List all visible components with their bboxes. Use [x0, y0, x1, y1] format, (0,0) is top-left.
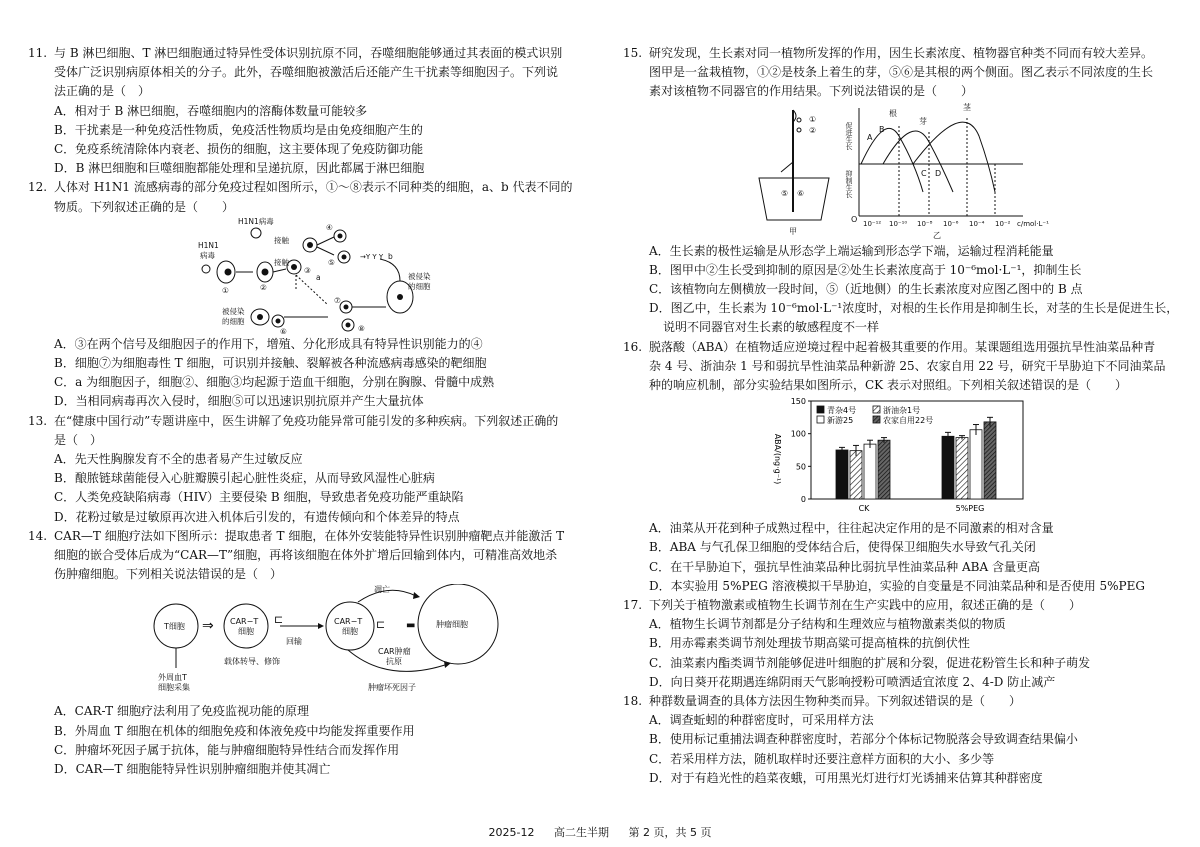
legend-label: 农家自用22号: [883, 416, 934, 426]
label-b: b: [388, 251, 393, 261]
legend-swatch: [873, 416, 880, 423]
peripheral-label-2: 细胞采集: [158, 683, 190, 693]
right-column: [623, 44, 1179, 788]
point-b: B: [879, 124, 885, 134]
contact-label-2: 接触: [274, 257, 289, 267]
y-tick-label: 50: [795, 462, 806, 472]
question-12: [28, 178, 590, 411]
tnf-label: 肿瘤坏死因子: [368, 683, 416, 693]
root-side-5: ⑤: [781, 188, 789, 198]
bar: [836, 450, 848, 499]
question-stem-line: 法正确的是（ ）: [54, 84, 151, 99]
bud-curve: [883, 131, 953, 192]
question-number: 12.: [28, 180, 48, 195]
point-c: C: [921, 168, 927, 178]
option-b: B．图甲中②生长受到抑制的原因是②处生长素浓度高于 10⁻⁶mol·L⁻¹，抑制生长: [649, 262, 1082, 277]
footer-date: 2025-12: [488, 826, 535, 839]
footer-page: 第 2 页，共 5 页: [628, 826, 712, 839]
question-number: 16.: [623, 339, 643, 354]
x-unit: c/mol·L⁻¹: [1017, 219, 1049, 228]
option-c: C．a 为细胞因子，细胞②、细胞③均起源于造血干细胞，分别在胸腺、骨髓中成熟: [54, 375, 495, 390]
car-t-label-1: CAR−T: [230, 617, 259, 627]
bud-number-2: ②: [809, 125, 817, 135]
root-side-6: ⑥: [797, 188, 805, 198]
option-a: A．CAR-T 细胞疗法利用了免疫监视功能的原理: [54, 704, 309, 719]
virus-icon: [202, 265, 210, 273]
cell-number-7: ⑦: [334, 295, 341, 305]
origin-label: O: [851, 214, 858, 224]
option-c: C．人类免疫缺陷病毒（HIV）主要侵染 B 细胞，导致患者免疫功能严重缺陷: [54, 490, 464, 505]
figure-yi-label: 乙: [933, 230, 941, 240]
question-14: [28, 527, 590, 779]
question-stem-line: 下列关于植物激素或植物生长调节剂在生产实践中的应用，叙述正确的是（ ）: [649, 598, 1082, 613]
bud-number-1: ①: [809, 114, 817, 124]
svg-text:→Y Y Y: →Y Y Y: [360, 252, 384, 261]
infected-label-left-2: 的细胞: [222, 316, 245, 326]
option-b: B．干扰素是一种免疫活性物质，免疫活性物质均是由免疫细胞产生的: [54, 122, 423, 137]
option-a: A．生长素的极性运输是从形态学上端运输到形态学下端，运输过程消耗能量: [649, 243, 1054, 258]
option-d: D．图乙中，生长素为 10⁻⁶mol·L⁻¹浓度时，对根的生长作用是抑制生长，对茎的生长是促进生长，: [649, 301, 1179, 316]
option-b: B．ABA 与气孔保卫细胞的受体结合后，使得保卫细胞失水导致气孔关闭: [649, 540, 1036, 555]
page-footer: [0, 824, 1200, 840]
question-stem-line: 图甲是一盆栽植物，①②是枝条上着生的芽，⑤⑥是其根的两个侧面。图乙表示不同浓度的生长: [649, 65, 1154, 80]
option-d: D．向日葵开花期遇连绵阴雨天气影响授粉可喷洒适宜浓度 2、4-D 防止减产: [649, 674, 1056, 689]
option-b: B．酿脓链球菌能侵入心脏瓣膜引起心脏性炎症，从而导致风湿性心脏病: [54, 471, 435, 486]
question-stem-line: 是（ ）: [54, 432, 103, 447]
option-a: A．③在两个信号及细胞因子的作用下，增殖、分化形成具有特异性识别能力的④: [54, 336, 483, 351]
legend-label: 浙油杂1号: [883, 406, 921, 416]
question-11: [28, 44, 590, 178]
bar: [942, 437, 954, 500]
car-t-sub-label-2: 细胞: [342, 627, 358, 637]
x-category-label: CK: [858, 504, 870, 514]
bar: [970, 430, 982, 499]
option-c: C．若采用样方法，随机取样时还要注意样方面积的大小、多少等: [649, 751, 995, 766]
option-c: C．该植物向左侧横放一段时间，⑤（近地侧）的生长素浓度对应图乙图中的 B 点: [649, 282, 1083, 297]
infected-label-right-2: 的细胞: [408, 281, 431, 291]
question-stem-line: 伤肿瘤细胞。下列相关说法错误的是（ ）: [54, 567, 283, 582]
stem-label: 茎: [963, 102, 971, 112]
option-c: C．免疫系统清除体内衰老、损伤的细胞，这主要体现了免疫防御功能: [54, 142, 424, 157]
car-antigen-label-2: 抗原: [386, 657, 402, 667]
x-category-label: 5%PEG: [955, 504, 985, 514]
legend-label: 新游25: [827, 416, 854, 426]
question-stem-line: 受体广泛识别病原体相关的分子。此外，吞噬细胞被激活后还能产生干扰素等细胞因子。下列说: [54, 65, 559, 80]
y-tick-label: 100: [790, 429, 806, 439]
immune-process-diagram: [28, 217, 590, 335]
cell-number-4: ④: [326, 222, 333, 232]
cell-number-1: ①: [222, 285, 229, 295]
question-15: [623, 44, 1179, 338]
legend-swatch: [873, 406, 880, 413]
option-c: C．肿瘤坏死因子属于抗体，能与肿瘤细胞特异性结合而发挥作用: [54, 742, 400, 757]
legend-swatch: [817, 416, 824, 423]
question-stem-line: CAR—T 细胞疗法如下图所示：提取患者 T 细胞，在体外安装能特异性识别肿瘤靶点并能激活 T: [54, 528, 565, 543]
svg-text:⊏: ⊏: [274, 613, 284, 627]
vector-label: 载体转导、修饰: [224, 657, 280, 667]
option-d: D．本实验用 5%PEG 溶液模拟干旱胁迫，实验的自变量是不同油菜品种和是否使用 5%PEG: [649, 578, 1145, 593]
reinfuse-label: 回输: [286, 637, 302, 647]
question-17: [623, 596, 1173, 692]
question-number: 14.: [28, 528, 48, 543]
car-t-cell-2: [326, 602, 374, 650]
car-t-label-2: CAR−T: [334, 617, 363, 627]
immune-process-figure: [28, 217, 590, 335]
cell-number-3: ③: [304, 265, 311, 275]
option-b: B．外周血 T 细胞在机体的细胞免疫和体液免疫中均能发挥重要作用: [54, 723, 415, 738]
point-d: D: [935, 168, 942, 178]
contact-label-1: 接触: [274, 235, 289, 245]
point-a: A: [867, 132, 873, 142]
question-stem-line: 在“健康中国行动”专题讲座中，医生讲解了免疫功能异常可能引发的多种疾病。下列叙述正确的: [54, 413, 559, 428]
option-d: D．B 淋巴细胞和巨噬细胞都能处理和呈递抗原，因此都属于淋巴细胞: [54, 161, 425, 176]
svg-text:⊏: ⊏: [376, 618, 386, 632]
car-t-figure: [28, 584, 590, 702]
t-cell-label: T细胞: [164, 622, 185, 632]
cell-number-8: ⑧: [358, 323, 365, 333]
question-number: 13.: [28, 413, 48, 428]
auxin-figure: [623, 102, 1173, 242]
left-column: [28, 44, 590, 779]
option-a: A．油菜从开花到种子成熟过程中，往往起决定作用的是不同激素的相对含量: [649, 521, 1054, 536]
question-stem-line: 与 B 淋巴细胞、T 淋巴细胞通过特异性受体识别抗原不同，吞噬细胞能够通过其表面的模式识别: [54, 46, 563, 60]
tumor-label: 肿瘤细胞: [436, 620, 468, 630]
question-stem-line: 人体对 H1N1 流感病毒的部分免疫过程如图所示，①～⑧表示不同种类的细胞，a、b 代表不同的: [54, 180, 573, 195]
bar: [878, 440, 890, 499]
infected-label-right-1: 被侵染: [408, 271, 431, 281]
bud-label: 芽: [919, 116, 927, 126]
legend-label: 青杂4号: [827, 406, 857, 416]
peripheral-label-1: 外周血T: [158, 673, 187, 683]
label-a: a: [316, 272, 321, 282]
option-c: C．在干旱胁迫下，强抗旱性油菜品种比弱抗旱性油菜品种 ABA 含量更高: [649, 559, 1040, 574]
cell-number-6: ⑥: [280, 326, 287, 335]
x-tick: 10⁻¹⁰: [889, 219, 908, 228]
option-b: B．使用标记重捕法调查种群密度时，若部分个体标记物脱落会导致调查结果偏小: [649, 732, 1078, 747]
x-tick: 10⁻⁸: [917, 219, 933, 228]
footer-term: 高二生半期: [553, 826, 609, 839]
question-stem-line: 脱落酸（ABA）在植物适应逆境过程中起着极其重要的作用。某课题组选用强抗旱性油菜品种青: [649, 339, 1156, 354]
y-axis-label: ABA/(ng·g⁻¹): [773, 433, 782, 485]
question-stem-line: 素对该植物不同器官的作用结果。下列说法错误的是（ ）: [649, 84, 974, 99]
option-d-continued: 说明不同器官对生长素的敏感程度不一样: [663, 320, 880, 335]
aba-bar-chart: [623, 395, 1173, 519]
auxin-diagram: [623, 102, 1173, 242]
x-tick: 10⁻¹²: [863, 219, 882, 228]
cell-number-2: ②: [260, 282, 267, 292]
question-stem-line: 杂 4 号、浙油杂 1 号和弱抗旱性油菜品种新游 25、农家自用 22 号，研究干旱胁迫下不同油菜品: [649, 358, 1166, 373]
x-tick: 10⁻⁴: [969, 219, 985, 228]
question-number: 11.: [28, 46, 48, 60]
y-label-top: 促进生长: [845, 121, 853, 150]
bar: [956, 438, 968, 499]
car-antigen-label-1: CAR肿瘤: [378, 647, 411, 657]
cell-number-5: ⑤: [328, 257, 335, 267]
option-a: A．调查蚯蚓的种群密度时，可采用样方法: [649, 713, 874, 728]
question-13: [28, 412, 590, 527]
infected-label-left-1: 被侵染: [222, 306, 245, 316]
bar: [864, 444, 876, 499]
question-number: 18.: [623, 694, 643, 709]
option-c: C．油菜素内酯类调节剂能够促进叶细胞的扩展和分裂，促进花粉管生长和种子萌发: [649, 655, 1091, 670]
svg-text:⇒: ⇒: [202, 618, 214, 635]
car-t-cell-1: [224, 604, 268, 648]
virus-label-top: H1N1病毒: [238, 216, 274, 226]
option-b: B．细胞⑦为细胞毒性 T 细胞，可识别并接触、裂解被各种流感病毒感染的靶细胞: [54, 356, 487, 371]
question-number: 17.: [623, 598, 643, 613]
virus-label-left-2: 病毒: [200, 250, 215, 260]
svg-text:▬: ▬: [406, 620, 416, 632]
question-16: [623, 338, 1173, 596]
option-b: B．用赤霉素类调节剂处理拔节期高粱可提高植株的抗倒伏性: [649, 636, 970, 651]
stem-curve: [913, 122, 995, 192]
y-label-bottom: 抑制生长: [845, 169, 853, 198]
figure-jia-label: 甲: [789, 226, 797, 236]
option-d: D．对于有趋光性的趋菜夜蛾，可用黑光灯进行灯光诱捕来估算其种群密度: [649, 770, 1043, 785]
question-stem-line: 种的响应机制，部分实验结果如图所示，CK 表示对照组。下列相关叙述错误的是（ ）: [649, 378, 1127, 393]
root-label: 根: [889, 108, 897, 118]
aba-chart-figure: [623, 395, 1173, 519]
car-t-diagram: [28, 584, 590, 702]
option-d: D．当相同病毒再次入侵时，细胞⑤可以迅速识别抗原并产生大量抗体: [54, 394, 424, 409]
y-tick-label: 0: [800, 495, 806, 505]
question-stem-line: 研究发现，生长素对同一植物所发挥的作用，因生长素浓度、植物器官种类不同而有较大差异。: [649, 46, 1154, 60]
virus-label-left-1: H1N1: [198, 240, 219, 250]
question-number: 15.: [623, 46, 643, 60]
virus-icon: [251, 228, 261, 238]
question-stem-line: 种群数量调查的具体方法因生物种类而异。下列叙述错误的是（ ）: [649, 694, 1022, 709]
y-tick-label: 150: [790, 397, 806, 407]
question-stem-line: 物质。下列叙述正确的是（ ）: [54, 199, 235, 214]
x-tick: 10⁻²: [995, 219, 1011, 228]
car-t-sub-label-1: 细胞: [238, 627, 254, 637]
legend-swatch: [817, 406, 824, 413]
apoptosis-label: 凋亡: [374, 585, 390, 595]
option-d: D．CAR—T 细胞能特异性识别肿瘤细胞并使其凋亡: [54, 762, 331, 777]
option-a: A．植物生长调节剂都是分子结构和生理效应与植物激素类似的物质: [649, 617, 1006, 632]
option-a: A．相对于 B 淋巴细胞，吞噬细胞内的溶酶体数量可能较多: [54, 103, 368, 118]
bar: [984, 422, 996, 499]
bar: [850, 451, 862, 499]
question-18: [623, 692, 1173, 788]
option-a: A．先天性胸腺发育不全的患者易产生过敏反应: [54, 452, 303, 467]
option-d: D．花粉过敏是过敏原再次进入机体后引发的，有遗传倾向和个体差异的特点: [54, 509, 460, 524]
x-tick: 10⁻⁶: [943, 219, 959, 228]
question-stem-line: 细胞的嵌合受体后成为“CAR—T”细胞，再将该细胞在体外扩增后回输到体内，可精准高效地杀: [54, 548, 558, 563]
